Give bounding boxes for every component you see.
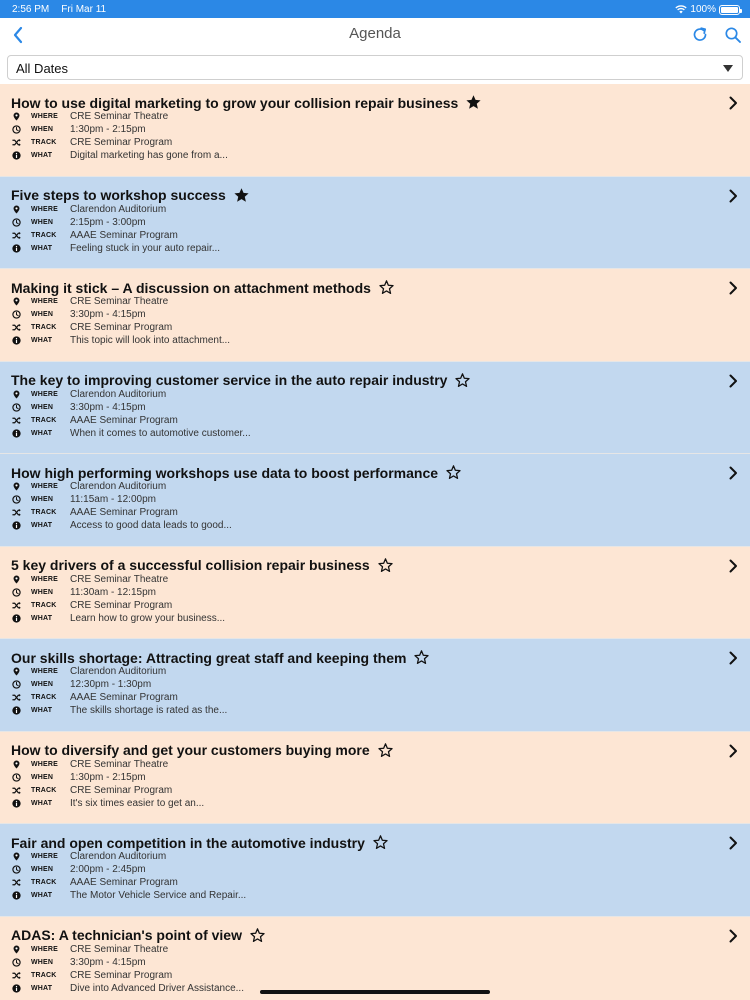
session-track	[12, 600, 712, 613]
session-title-row	[11, 372, 471, 389]
when-value: 12:30pm - 1:30pm	[70, 679, 152, 690]
map-pin-icon	[12, 575, 21, 584]
what-label: WHAT	[31, 984, 53, 992]
when-value: 11:30am - 12:15pm	[70, 586, 156, 598]
chevron-right-icon	[727, 374, 739, 388]
search-icon	[724, 26, 742, 44]
track-label: TRACK	[31, 231, 57, 239]
chevron-right-icon	[727, 929, 739, 943]
clock-icon	[12, 773, 21, 782]
session-title: How to use digital marketing to grow your collision repair business	[11, 94, 459, 111]
session-where	[12, 851, 712, 864]
clock-icon	[12, 403, 21, 412]
session-title: The key to improving customer service in the auto repair industry	[11, 372, 448, 388]
what-label: WHAT	[31, 892, 53, 899]
session-when	[12, 957, 712, 970]
map-pin-icon	[12, 297, 21, 306]
map-pin-icon	[12, 205, 21, 214]
session-where	[12, 666, 712, 679]
track-value: AAAE Seminar Program	[70, 692, 178, 703]
what-value: This topic will look into attachment...	[70, 335, 231, 346]
track-value: AAAE Seminar Program	[70, 877, 178, 888]
session-when	[12, 772, 712, 785]
track-value: AAAE Seminar Program	[70, 229, 178, 241]
session-track	[12, 415, 712, 428]
session-title-row	[11, 649, 430, 666]
what-value: Digital marketing has gone from a...	[70, 150, 228, 161]
session-title-row	[11, 834, 389, 851]
clock-icon	[12, 310, 21, 319]
session-row-4[interactable]	[0, 362, 750, 455]
info-icon	[12, 984, 21, 993]
session-row-7[interactable]	[0, 639, 750, 732]
session-where	[12, 296, 712, 309]
session-what	[12, 798, 712, 811]
map-pin-icon	[12, 112, 21, 121]
session-track	[12, 970, 712, 983]
where-value: CRE Seminar Theatre	[70, 296, 169, 307]
what-value: When it comes to automotive customer...	[70, 427, 251, 439]
star-outline-icon[interactable]	[377, 742, 394, 759]
shuffle-icon	[12, 508, 21, 517]
star-outline-icon[interactable]	[249, 927, 266, 944]
session-what	[12, 428, 712, 441]
track-label: TRACK	[31, 879, 57, 886]
when-label: WHEN	[31, 866, 54, 873]
info-icon	[12, 336, 21, 345]
session-title-row	[11, 927, 266, 944]
clock-icon	[12, 680, 21, 689]
when-value: 1:30pm - 2:15pm	[70, 124, 146, 135]
clock-icon	[12, 958, 21, 967]
track-value: CRE Seminar Program	[70, 322, 173, 333]
search-button[interactable]	[721, 24, 745, 46]
info-icon	[12, 891, 21, 900]
chevron-right-icon	[727, 189, 739, 203]
when-value: 3:30pm - 4:15pm	[70, 309, 146, 320]
when-label: WHEN	[31, 311, 54, 318]
session-what	[12, 150, 712, 163]
session-what	[12, 613, 712, 626]
battery-icon	[719, 5, 740, 15]
session-title-row	[11, 279, 395, 296]
track-label: TRACK	[31, 324, 57, 331]
track-value: AAAE Seminar Program	[70, 414, 178, 426]
session-when	[12, 217, 712, 230]
session-title-row	[11, 187, 250, 204]
session-row-10[interactable]	[0, 917, 750, 1000]
refresh-icon	[691, 26, 709, 44]
chevron-right-icon	[727, 559, 739, 573]
session-title: Fair and open competition in the automotive industry	[11, 834, 365, 851]
date-filter-value: All Dates	[16, 61, 69, 76]
session-title-row	[11, 557, 394, 574]
session-row-1[interactable]	[0, 84, 750, 177]
map-pin-icon	[12, 852, 21, 861]
session-row-3[interactable]	[0, 269, 750, 362]
shuffle-icon	[12, 323, 21, 332]
session-what	[12, 890, 712, 903]
session-title: ADAS: A technician's point of view	[11, 927, 242, 943]
when-label: WHEN	[31, 958, 54, 966]
nav-bar	[0, 18, 750, 52]
session-when	[12, 494, 712, 507]
agenda-list	[0, 84, 750, 1000]
map-pin-icon	[12, 760, 21, 769]
info-icon	[12, 521, 21, 530]
chevron-right-icon	[727, 744, 739, 758]
what-label: WHAT	[31, 429, 53, 437]
where-label: WHERE	[31, 945, 59, 953]
what-label: WHAT	[31, 799, 53, 807]
session-when	[12, 309, 712, 322]
when-label: WHEN	[31, 496, 54, 503]
session-track	[12, 137, 712, 150]
track-value: AAAE Seminar Program	[70, 507, 178, 518]
home-indicator[interactable]	[260, 990, 490, 994]
status-time: 2:56 PM	[12, 4, 50, 15]
star-outline-icon[interactable]	[378, 279, 395, 296]
session-track	[12, 692, 712, 705]
session-track	[12, 507, 712, 520]
where-label: WHERE	[31, 668, 59, 675]
shuffle-icon	[12, 878, 21, 887]
where-value: CRE Seminar Theatre	[70, 758, 169, 770]
where-value: CRE Seminar Theatre	[70, 573, 169, 585]
shuffle-icon	[12, 416, 21, 425]
where-value: CRE Seminar Theatre	[70, 943, 169, 955]
shuffle-icon	[12, 231, 21, 240]
track-label: TRACK	[31, 139, 57, 146]
when-label: WHEN	[31, 588, 54, 596]
session-what	[12, 243, 712, 256]
session-when	[12, 864, 712, 877]
track-label: TRACK	[31, 416, 57, 424]
where-value: Clarendon Auditorium	[70, 666, 167, 677]
when-label: WHEN	[31, 681, 54, 688]
what-value: Learn how to grow your business...	[70, 612, 226, 624]
session-row-8[interactable]	[0, 732, 750, 825]
star-outline-icon[interactable]	[445, 464, 462, 481]
shuffle-icon	[12, 786, 21, 795]
session-where	[12, 204, 712, 217]
clock-icon	[12, 218, 21, 227]
session-when	[12, 124, 712, 137]
where-label: WHERE	[31, 483, 59, 490]
session-title: How to diversify and get your customers buying more	[11, 742, 370, 758]
map-pin-icon	[12, 945, 21, 954]
what-label: WHAT	[31, 244, 53, 252]
where-label: WHERE	[31, 298, 59, 305]
session-title-row	[11, 742, 394, 759]
star-outline-icon[interactable]	[454, 372, 471, 389]
shuffle-icon	[12, 693, 21, 702]
track-label: TRACK	[31, 971, 57, 979]
session-when	[12, 679, 712, 692]
status-right	[675, 4, 740, 15]
where-value: Clarendon Auditorium	[70, 203, 167, 215]
track-label: TRACK	[31, 601, 57, 609]
refresh-button[interactable]	[688, 24, 712, 46]
status-date: Fri Mar 11	[61, 4, 107, 15]
chevron-right-icon	[727, 96, 739, 110]
where-label: WHERE	[31, 205, 59, 213]
session-where	[12, 389, 712, 402]
when-label: WHEN	[31, 126, 54, 133]
when-label: WHEN	[31, 773, 54, 781]
what-value: Dive into Advanced Driver Assistance...	[70, 982, 244, 994]
session-what	[12, 335, 712, 348]
info-icon	[12, 614, 21, 623]
session-title: How high performing workshops use data to boost performance	[11, 464, 439, 481]
where-label: WHERE	[31, 760, 59, 768]
track-label: TRACK	[31, 694, 57, 701]
session-title: Making it stick – A discussion on attachment methods	[11, 279, 371, 296]
what-label: WHAT	[31, 522, 53, 529]
map-pin-icon	[12, 390, 21, 399]
info-icon	[12, 429, 21, 438]
session-track	[12, 785, 712, 798]
info-icon	[12, 799, 21, 808]
chevron-right-icon	[727, 651, 739, 665]
what-value: The skills shortage is rated as the...	[70, 705, 228, 716]
when-value: 11:15am - 12:00pm	[70, 494, 156, 505]
session-when	[12, 402, 712, 415]
info-icon	[12, 151, 21, 160]
what-label: WHAT	[31, 614, 53, 622]
session-where	[12, 481, 712, 494]
what-label: WHAT	[31, 152, 53, 159]
status-bar	[0, 0, 750, 18]
what-value: It's six times easier to get an...	[70, 797, 205, 809]
where-value: Clarendon Auditorium	[70, 388, 167, 400]
star-filled-icon[interactable]	[465, 94, 482, 111]
chevron-right-icon	[727, 281, 739, 295]
what-value: The Motor Vehicle Service and Repair...	[70, 890, 247, 901]
when-value: 2:15pm - 3:00pm	[70, 216, 146, 228]
shuffle-icon	[12, 601, 21, 610]
chevron-right-icon	[727, 466, 739, 480]
session-where	[12, 574, 712, 587]
when-value: 2:00pm - 2:45pm	[70, 864, 146, 875]
track-value: CRE Seminar Program	[70, 137, 173, 148]
where-label: WHERE	[31, 575, 59, 583]
session-row-2[interactable]	[0, 177, 750, 270]
where-label: WHERE	[31, 390, 59, 398]
session-where	[12, 111, 712, 124]
clock-icon	[12, 125, 21, 134]
what-label: WHAT	[31, 337, 53, 344]
when-value: 1:30pm - 2:15pm	[70, 771, 146, 783]
what-value: Feeling stuck in your auto repair...	[70, 242, 221, 254]
wifi-icon	[675, 5, 687, 14]
map-pin-icon	[12, 667, 21, 676]
session-where	[12, 944, 712, 957]
track-value: CRE Seminar Program	[70, 784, 173, 796]
status-left	[12, 4, 106, 15]
star-outline-icon[interactable]	[377, 557, 394, 574]
session-when	[12, 587, 712, 600]
session-title-row	[11, 94, 482, 111]
session-title: Our skills shortage: Attracting great staff and keeping them	[11, 649, 407, 666]
clock-icon	[12, 865, 21, 874]
when-label: WHEN	[31, 218, 54, 226]
track-value: CRE Seminar Program	[70, 599, 173, 611]
track-value: CRE Seminar Program	[70, 969, 173, 981]
shuffle-icon	[12, 971, 21, 980]
where-label: WHERE	[31, 853, 59, 860]
date-filter-select[interactable]	[7, 55, 743, 80]
battery-fill	[721, 7, 738, 13]
session-title: Five steps to workshop success	[11, 187, 226, 203]
clock-icon	[12, 588, 21, 597]
map-pin-icon	[12, 482, 21, 491]
info-icon	[12, 706, 21, 715]
when-label: WHEN	[31, 403, 54, 411]
battery-percent: 100%	[690, 4, 716, 15]
star-filled-icon[interactable]	[233, 187, 250, 204]
session-row-6[interactable]	[0, 547, 750, 640]
shuffle-icon	[12, 138, 21, 147]
star-outline-icon[interactable]	[413, 649, 430, 666]
when-value: 3:30pm - 4:15pm	[70, 956, 146, 968]
session-track	[12, 322, 712, 335]
what-label: WHAT	[31, 707, 53, 714]
session-row-9[interactable]	[0, 824, 750, 917]
where-label: WHERE	[31, 113, 59, 120]
where-value: Clarendon Auditorium	[70, 481, 167, 492]
caret-down-icon	[723, 65, 733, 72]
what-value: Access to good data leads to good...	[70, 520, 232, 531]
track-label: TRACK	[31, 509, 57, 516]
session-title: 5 key drivers of a successful collision repair business	[11, 557, 370, 573]
chevron-right-icon	[727, 836, 739, 850]
session-track	[12, 877, 712, 890]
session-title-row	[11, 464, 462, 481]
when-value: 3:30pm - 4:15pm	[70, 401, 146, 413]
session-what	[12, 520, 712, 533]
session-what	[12, 705, 712, 718]
where-value: Clarendon Auditorium	[70, 851, 167, 862]
track-label: TRACK	[31, 786, 57, 794]
session-row-5[interactable]	[0, 454, 750, 547]
star-outline-icon[interactable]	[372, 834, 389, 851]
session-where	[12, 759, 712, 772]
where-value: CRE Seminar Theatre	[70, 111, 169, 122]
session-track	[12, 230, 712, 243]
page-title: Agenda	[349, 25, 401, 42]
info-icon	[12, 244, 21, 253]
clock-icon	[12, 495, 21, 504]
